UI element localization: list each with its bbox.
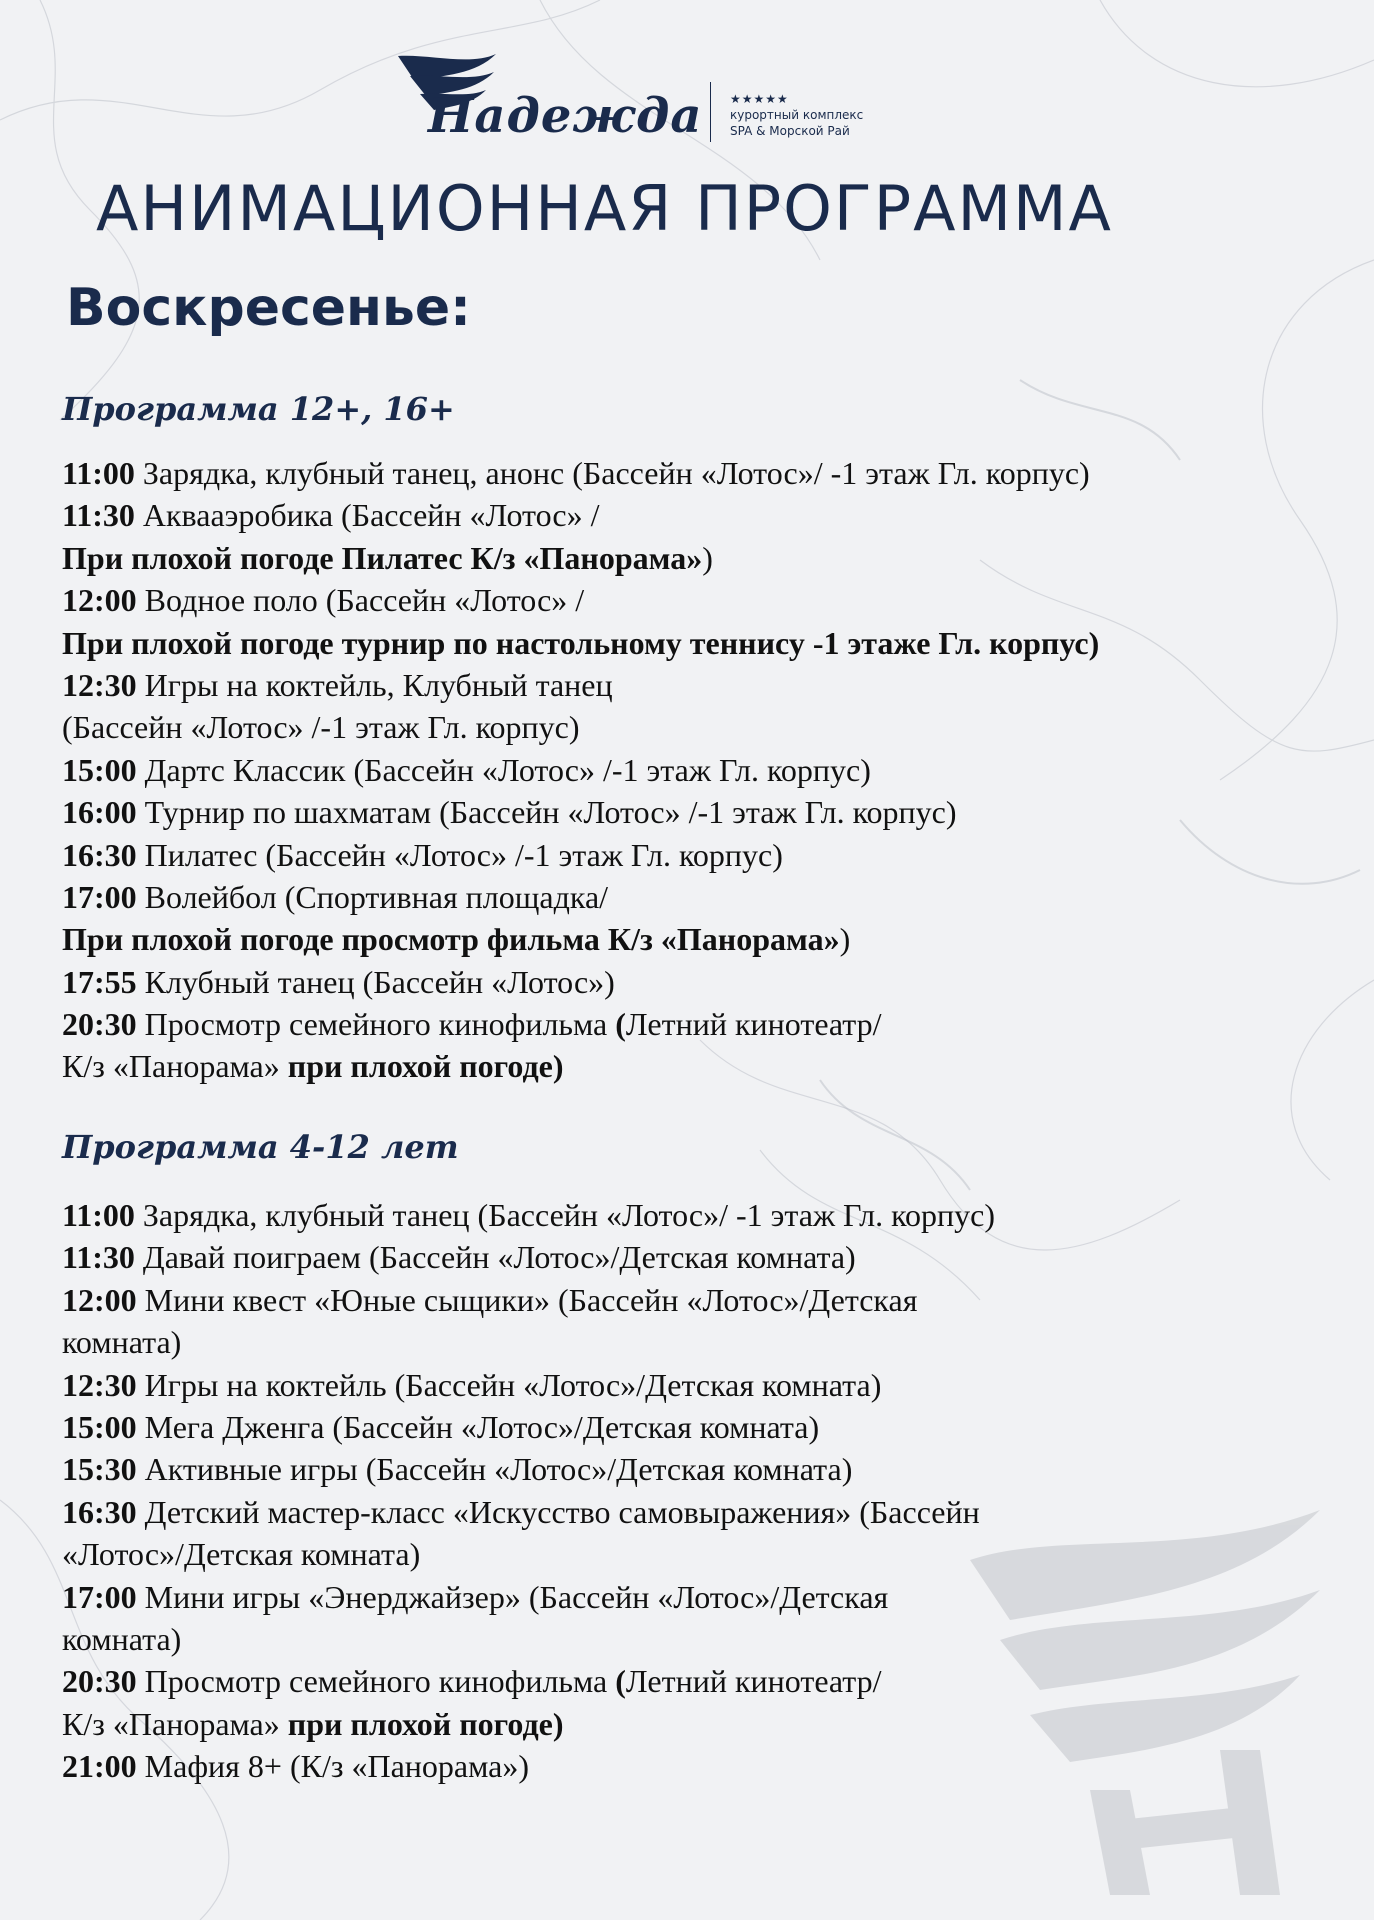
brand-stars: ★★★★★ — [730, 92, 789, 106]
schedule-kids — [62, 1194, 1322, 1787]
schedule-text: Аквааэробика (Бассейн «Лотос» / — [134, 497, 600, 534]
schedule-line — [62, 1364, 1322, 1406]
schedule-line — [62, 1618, 1322, 1660]
schedule-text: Летний кинотеатр/ — [625, 1006, 882, 1043]
schedule-bold-text: 12:00 — [62, 1281, 137, 1318]
schedule-bold-text: При плохой погоде просмотр фильма К/з «Панорама» — [62, 921, 840, 958]
schedule-line — [62, 664, 1322, 706]
schedule-line — [62, 494, 1322, 536]
schedule-line — [62, 1279, 1322, 1321]
schedule-line — [62, 749, 1322, 791]
schedule-bold-text: 15:00 — [62, 1408, 137, 1445]
schedule-text: Волейбол (Спортивная площадка/ — [136, 878, 609, 915]
day-heading: Воскресенье: — [66, 278, 471, 338]
schedule-line — [62, 1448, 1322, 1490]
schedule-bold-text: при плохой погоде) — [287, 1048, 564, 1085]
schedule-line — [62, 1660, 1322, 1702]
schedule-line — [62, 452, 1322, 494]
schedule-text: Игры на коктейль (Бассейн «Лотос»/Детская комната) — [136, 1366, 882, 1403]
schedule-line — [62, 791, 1322, 833]
schedule-bold-text: 12:30 — [62, 666, 137, 703]
schedule-text: Мафия 8+ (К/з «Панорама») — [136, 1748, 529, 1785]
schedule-bold-text: При плохой погоде турнир по настольному теннису -1 этаже Гл. корпус) — [62, 624, 1100, 661]
schedule-line — [62, 537, 1322, 579]
logo-divider — [710, 82, 711, 142]
schedule-bold-text: 11:30 — [62, 1239, 135, 1276]
schedule-text: Зарядка, клубный танец, анонс (Бассейн «Лотос»/ -1 этаж Гл. корпус) — [134, 455, 1090, 491]
schedule-bold-text: 11:00 — [62, 1197, 135, 1233]
schedule-bold-text: 16:00 — [62, 794, 137, 831]
schedule-bold-text: ( — [615, 1663, 626, 1700]
schedule-line — [62, 1045, 1322, 1087]
schedule-text: Мини квест «Юные сыщики» (Бассейн «Лотос»/Детская — [136, 1281, 918, 1318]
schedule-text: Детский мастер-класс «Искусство самовыражения» (Бассейн — [136, 1493, 980, 1530]
schedule-line — [62, 1406, 1322, 1448]
schedule-line — [62, 1491, 1322, 1533]
schedule-bold-text: 20:30 — [62, 1663, 137, 1700]
schedule-line — [62, 1533, 1322, 1575]
brand-name: Надежда — [428, 88, 703, 144]
schedule-bold-text: 16:30 — [62, 836, 137, 873]
schedule-text: Зарядка, клубный танец (Бассейн «Лотос»/ -1 этаж Гл. корпус) — [134, 1197, 996, 1233]
schedule-line — [62, 1576, 1322, 1618]
schedule-bold-text: 11:00 — [62, 455, 135, 491]
schedule-line — [62, 1321, 1322, 1363]
schedule-text: Игры на коктейль, Клубный танец — [136, 666, 613, 703]
schedule-line — [62, 918, 1322, 960]
schedule-text: Турнир по шахматам (Бассейн «Лотос» /-1 этаж Гл. корпус) — [136, 794, 957, 831]
schedule-bold-text: 21:00 — [62, 1748, 137, 1785]
schedule-bold-text: 11:30 — [62, 497, 135, 534]
schedule-bold-text: 17:00 — [62, 1578, 137, 1615]
schedule-text: «Лотос»/Детская комната) — [62, 1536, 421, 1573]
schedule-text: Просмотр семейного кинофильма — [136, 1663, 616, 1700]
schedule-bold-text: 16:30 — [62, 1493, 137, 1530]
schedule-text: Дартс Классик (Бассейн «Лотос» /-1 этаж Гл. корпус) — [136, 751, 871, 788]
schedule-line — [62, 1745, 1322, 1787]
schedule-bold-text: 15:30 — [62, 1451, 137, 1488]
schedule-text: Давай поиграем (Бассейн «Лотос»/Детская комната) — [134, 1239, 856, 1276]
schedule-text: Летний кинотеатр/ — [625, 1663, 882, 1700]
schedule-line — [62, 1703, 1322, 1745]
schedule-text: Активные игры (Бассейн «Лотос»/Детская комната) — [136, 1451, 853, 1488]
schedule-bold-text: 12:00 — [62, 582, 137, 619]
schedule-bold-text: 15:00 — [62, 751, 137, 788]
schedule-text: комната) — [62, 1620, 182, 1657]
schedule-bold-text: ( — [615, 1006, 626, 1043]
section-heading-kids: Программа 4-12 лет — [62, 1128, 459, 1166]
schedule-line — [62, 834, 1322, 876]
schedule-teen — [62, 452, 1322, 1088]
schedule-text: Просмотр семейного кинофильма — [136, 1006, 616, 1043]
schedule-text: Клубный танец (Бассейн «Лотос») — [136, 963, 615, 1000]
schedule-text: Мини игры «Энерджайзер» (Бассейн «Лотос»/Детская — [136, 1578, 889, 1615]
schedule-line — [62, 1194, 1322, 1236]
schedule-line — [62, 1003, 1322, 1045]
brand-subtitle-line1: курортный комплекс — [730, 108, 864, 122]
brand-logo — [390, 52, 890, 152]
schedule-text: ) — [839, 921, 851, 958]
schedule-text: комната) — [62, 1324, 182, 1361]
schedule-line — [62, 706, 1322, 748]
page-title: АНИМАЦИОННАЯ ПРОГРАММА — [96, 172, 1113, 245]
schedule-bold-text: 17:55 — [62, 963, 137, 1000]
schedule-bold-text: При плохой погоде Пилатес К/з «Панорама» — [62, 539, 703, 576]
schedule-bold-text: 20:30 — [62, 1006, 137, 1043]
schedule-text: Мега Дженга (Бассейн «Лотос»/Детская комната) — [136, 1408, 820, 1445]
schedule-text: ) — [702, 539, 713, 576]
schedule-bold-text: 12:30 — [62, 1366, 137, 1403]
schedule-text: К/з «Панорама» — [62, 1048, 288, 1085]
schedule-line — [62, 876, 1322, 918]
schedule-bold-text: при плохой погоде) — [287, 1705, 564, 1742]
schedule-line — [62, 1236, 1322, 1278]
schedule-line — [62, 579, 1322, 621]
schedule-text: (Бассейн «Лотос» /-1 этаж Гл. корпус) — [62, 709, 580, 746]
schedule-text: Водное поло (Бассейн «Лотос» / — [136, 582, 585, 619]
brand-subtitle-line2: SPA & Морской Рай — [730, 124, 850, 138]
schedule-line — [62, 961, 1322, 1003]
schedule-text: Пилатес (Бассейн «Лотос» /-1 этаж Гл. корпус) — [136, 836, 783, 873]
section-heading-teen: Программа 12+, 16+ — [62, 390, 455, 428]
schedule-line — [62, 622, 1322, 664]
schedule-text: К/з «Панорама» — [62, 1705, 288, 1742]
schedule-bold-text: 17:00 — [62, 878, 137, 915]
